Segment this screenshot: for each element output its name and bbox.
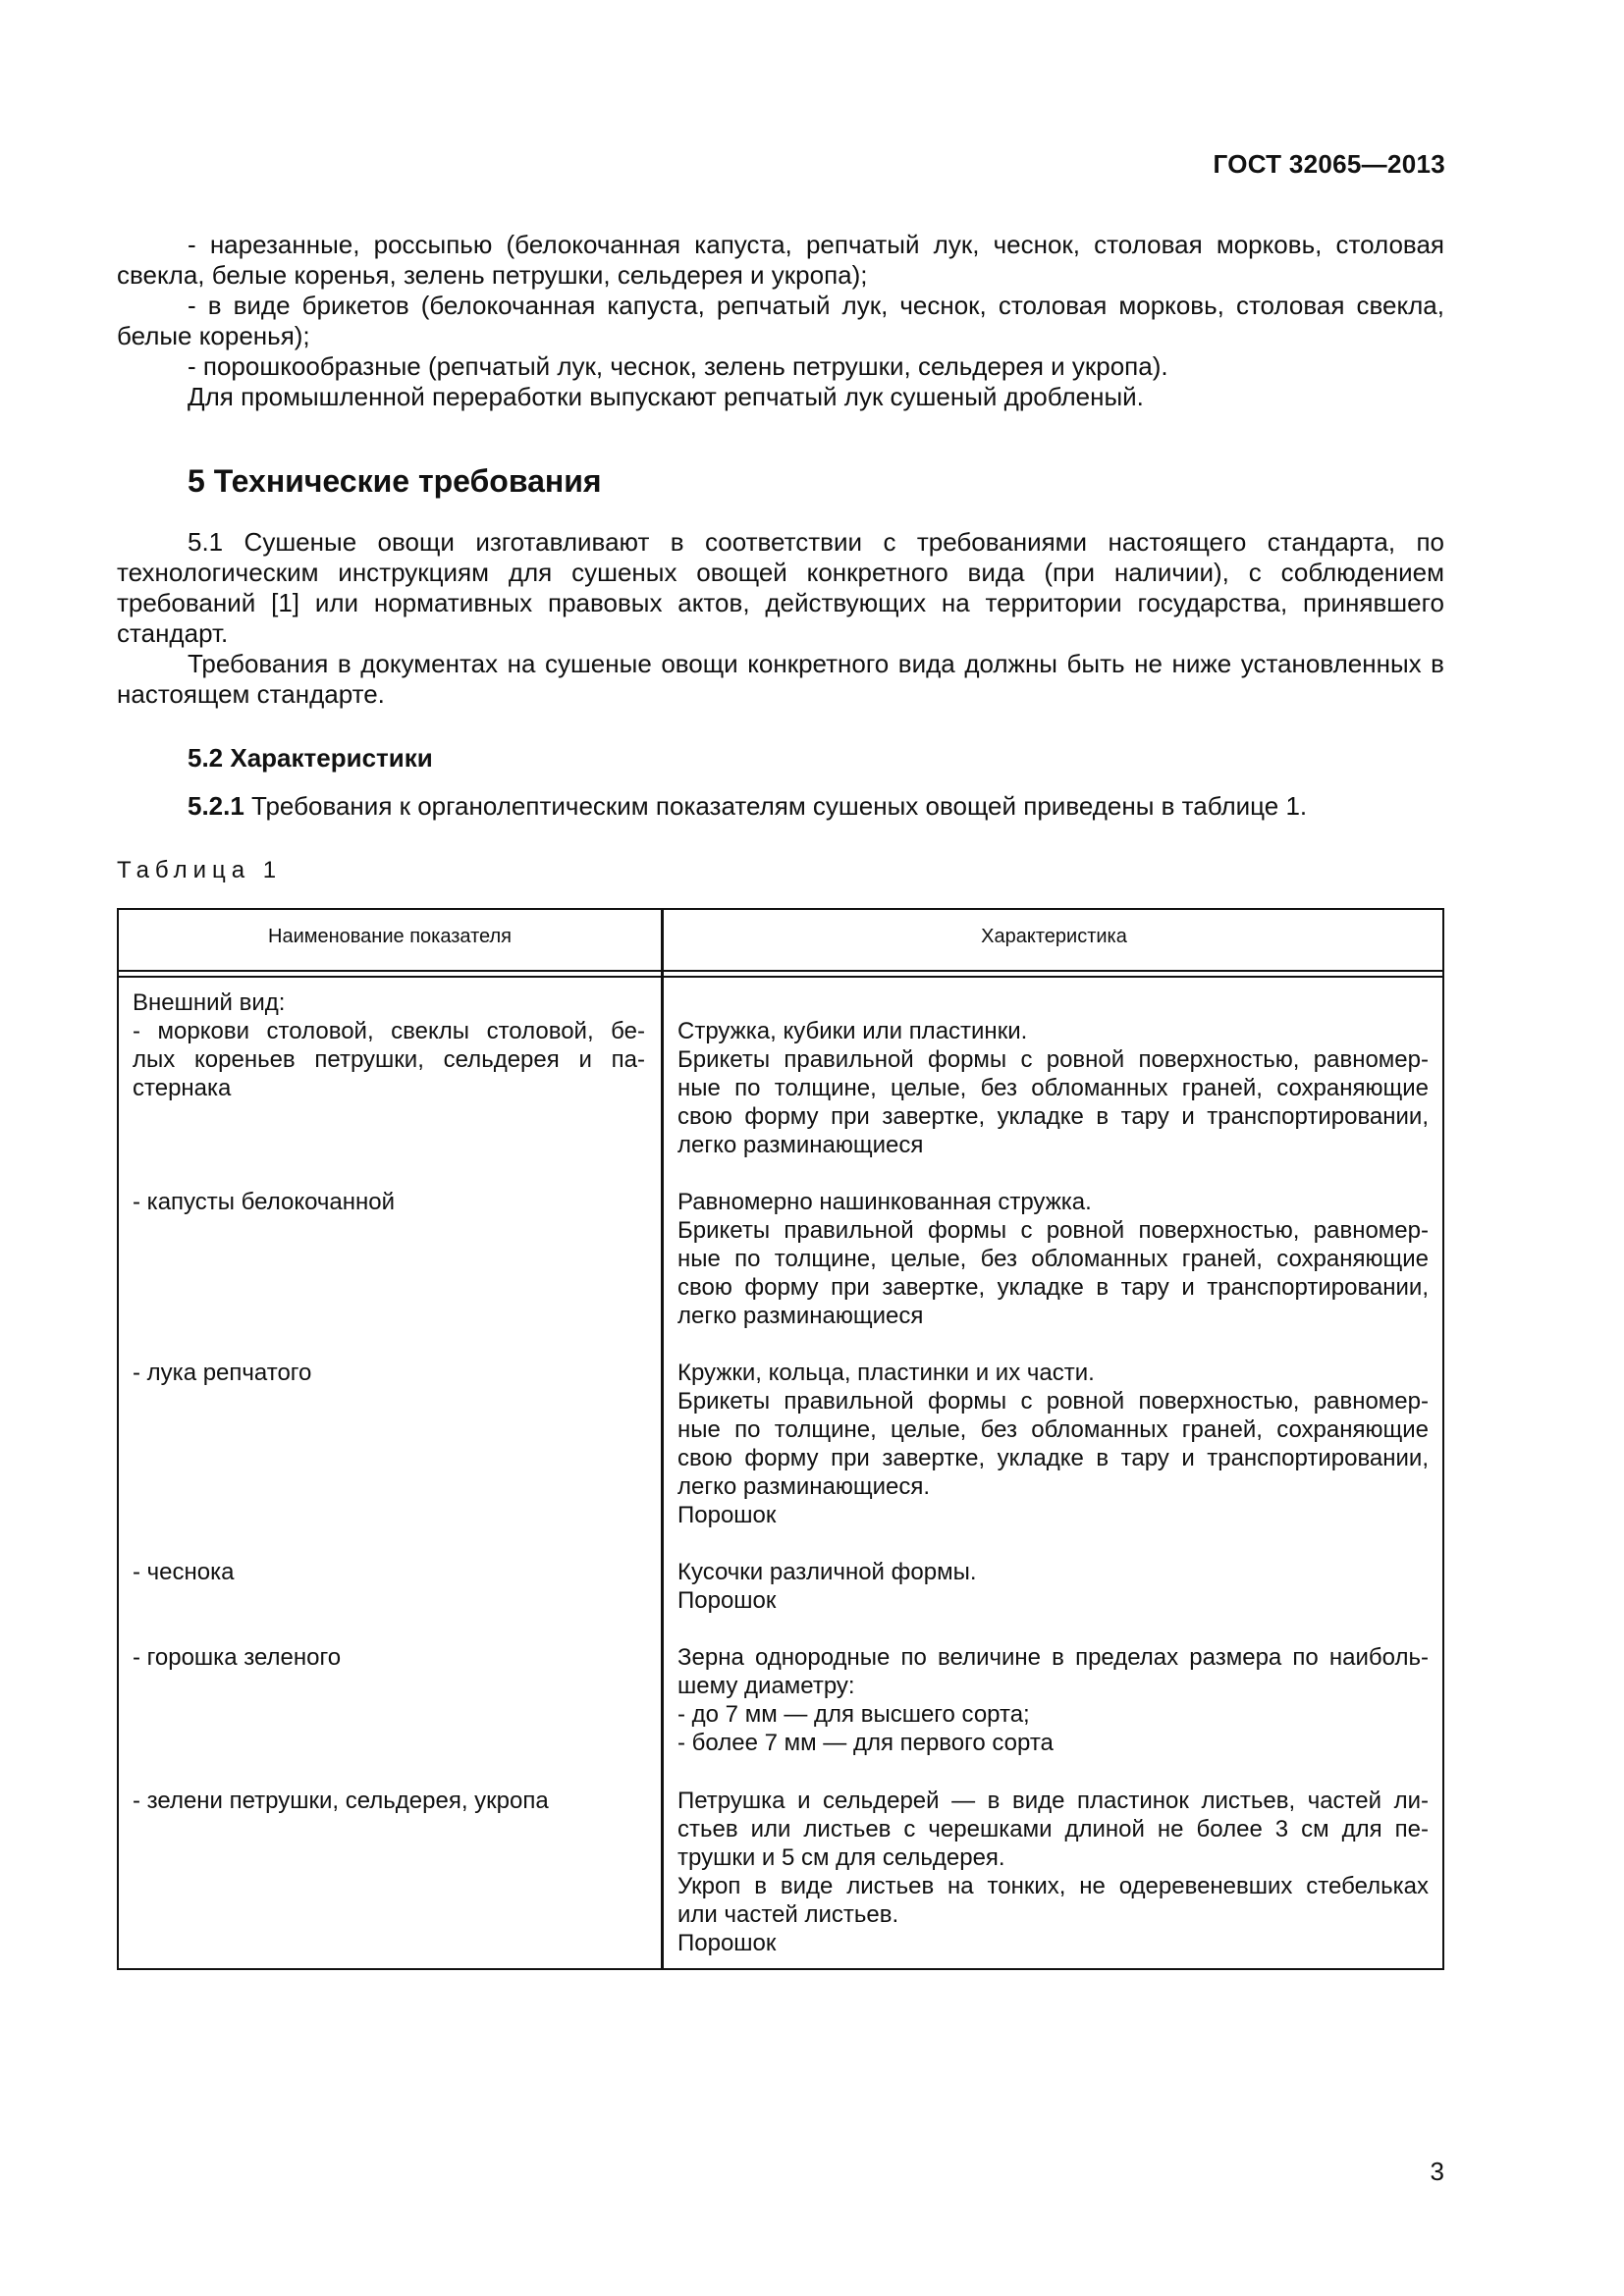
- intro-item-1: - нарезанные, россыпью (белокочанная капуста, репчатый лук, чеснок, столовая морковь, столовая свекла, белые коренья, зелень петрушки, сельдерея и укропа);: [117, 230, 1444, 290]
- cell-line: или частей листьев.: [677, 1901, 899, 1928]
- cell-line: - до 7 мм — для высшего сорта;: [677, 1701, 1030, 1728]
- column-header-characteristic: Характеристика: [981, 926, 1127, 947]
- cell-line: Равномерно нашинкованная стружка.: [677, 1189, 1092, 1215]
- cell-line: легко разминающиеся: [677, 1303, 924, 1329]
- paragraph-5-2-1: [117, 791, 1444, 822]
- cell-line: - горошка зеленого: [133, 1644, 342, 1671]
- row-4-name: [133, 1558, 645, 1586]
- cell-line: Брикеты правильной формы с ровной поверхностью, равномер-: [677, 1046, 1429, 1073]
- page-number: 3: [1430, 2157, 1444, 2186]
- cell-line: Стружка, кубики или пластинки.: [677, 1018, 1028, 1044]
- cell-line: - капусты белокочанной: [133, 1189, 396, 1215]
- header-rule-top: [119, 970, 1442, 972]
- row-6-name: [133, 1787, 645, 1815]
- cell-line: - моркови столовой, свеклы столовой, бе-: [133, 1018, 645, 1044]
- cell-line: ные по толщине, целые, без обломанных граней, сохраняющие: [677, 1416, 1429, 1443]
- cell-line: Порошок: [677, 1587, 777, 1614]
- intro-item-2: - в виде брикетов (белокочанная капуста, репчатый лук, чеснок, столовая морковь, столовая свекла, белые коренья);: [117, 291, 1444, 350]
- cell-line: Укроп в виде листьев на тонких, не одеревеневших стебельках: [677, 1873, 1429, 1899]
- cell-line: лых кореньев петрушки, сельдерея и па-: [133, 1046, 645, 1073]
- cell-line: легко разминающиеся: [677, 1132, 924, 1158]
- characteristics-table: [117, 908, 1444, 1970]
- cell-line: шему диаметру:: [677, 1673, 855, 1699]
- row-1-name: [133, 988, 645, 1102]
- paragraph-5-1: 5.1 Сушеные овощи изготавливают в соответствии с требованиями настоящего стандарта, по технологическим инструкциям для сушеных овощей конкретного вида (при наличии), с соблюдением требований [1] или нормативных правовых актов, действующих на территории государства, принявшего стандарт.: [117, 527, 1444, 648]
- row-6-description: [677, 1787, 1429, 1957]
- intro-item-3: - порошкообразные (репчатый лук, чеснок, зелень петрушки, сельдерея и укропа).: [188, 351, 1168, 381]
- cell-line: легко разминающиеся.: [677, 1473, 930, 1500]
- row-2-description: [677, 1188, 1429, 1330]
- cell-line: - более 7 мм — для первого сорта: [677, 1730, 1054, 1756]
- paragraph-requirements: Требования в документах на сушеные овощи конкретного вида должны быть не ниже установленных в настоящем стандарте.: [117, 649, 1444, 709]
- row-5-name: [133, 1643, 645, 1672]
- cell-line: - чеснока: [133, 1559, 235, 1585]
- cell-line: Зерна однородные по величине в пределах размера по наиболь-: [677, 1644, 1429, 1671]
- row-3-name: [133, 1359, 645, 1387]
- column-header-name: Наименование показателя: [268, 926, 512, 947]
- cell-line: Порошок: [677, 1930, 777, 1956]
- cell-line: Внешний вид:: [133, 989, 286, 1016]
- row-1-description: [677, 1017, 1429, 1159]
- table-caption: Таблица 1: [117, 857, 283, 883]
- header-rule-bottom: [119, 976, 1442, 978]
- cell-line: Кружки, кольца, пластинки и их части.: [677, 1360, 1095, 1386]
- cell-line: Брикеты правильной формы с ровной поверхностью, равномер-: [677, 1217, 1429, 1244]
- cell-line: Брикеты правильной формы с ровной поверхностью, равномер-: [677, 1388, 1429, 1415]
- row-2-name: [133, 1188, 645, 1216]
- row-5-description: [677, 1643, 1429, 1757]
- cell-line: - зелени петрушки, сельдерея, укропа: [133, 1788, 549, 1814]
- cell-line: свою форму при завертке, укладке в тару и транспортировании,: [677, 1103, 1429, 1130]
- cell-line: Петрушка и сельдерей — в виде пластинок листьев, частей ли-: [677, 1788, 1429, 1814]
- cell-line: ные по толщине, целые, без обломанных граней, сохраняющие: [677, 1246, 1429, 1272]
- cell-line: Порошок: [677, 1502, 777, 1528]
- cell-line: свою форму при завертке, укладке в тару и транспортировании,: [677, 1274, 1429, 1301]
- row-3-description: [677, 1359, 1429, 1529]
- cell-line: трушки и 5 см для сельдерея.: [677, 1844, 1005, 1871]
- cell-line: стьев или листьев с черешками длиной не более 3 см для пе-: [677, 1816, 1429, 1842]
- document-code: ГОСТ 32065—2013: [1213, 149, 1445, 179]
- cell-line: - лука репчатого: [133, 1360, 312, 1386]
- column-divider: [661, 910, 664, 1968]
- cell-line: Кусочки различной формы.: [677, 1559, 977, 1585]
- clause-number: 5.2.1: [188, 791, 244, 821]
- cell-line: стернака: [133, 1075, 232, 1101]
- section-title: 5 Технические требования: [188, 463, 602, 499]
- subsection-title: 5.2 Характеристики: [188, 743, 433, 773]
- intro-note: Для промышленной переработки выпускают репчатый лук сушеный дробленый.: [188, 382, 1144, 411]
- cell-line: свою форму при завертке, укладке в тару и транспортировании,: [677, 1445, 1429, 1471]
- clause-text: Требования к органолептическим показателям сушеных овощей приведены в таблице 1.: [244, 791, 1308, 821]
- cell-line: ные по толщине, целые, без обломанных граней, сохраняющие: [677, 1075, 1429, 1101]
- row-4-description: [677, 1558, 1429, 1615]
